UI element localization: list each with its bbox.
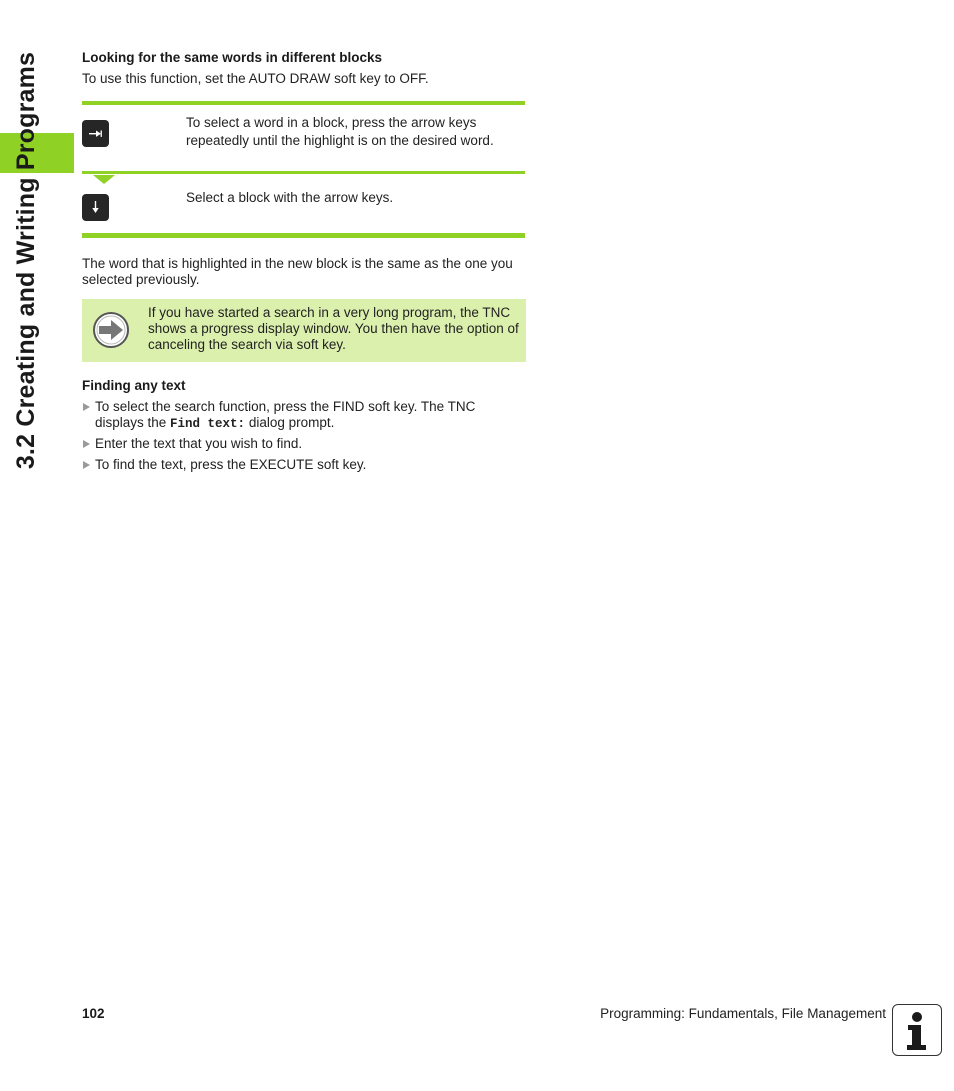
note-box xyxy=(82,299,526,362)
section-heading-same-words: Looking for the same words in different blocks xyxy=(82,50,383,65)
chapter-title-vertical xyxy=(0,0,54,520)
table-top-rule xyxy=(82,101,525,105)
bullet-text-part: To select the search function, press the FIND soft key. The TNC displays the xyxy=(95,399,476,430)
section-intro: To use this function, set the AUTO DRAW soft key to OFF. xyxy=(82,71,429,86)
step-text-select-word: To select a word in a block, press the arrow keys repeatedly until the highlight is on the desired word. xyxy=(186,115,494,148)
section-heading-finding-text: Finding any text xyxy=(82,378,186,393)
list-item xyxy=(82,457,526,473)
chapter-title: 3.2 Creating and Writing Programs xyxy=(12,51,41,469)
table-bottom-rule xyxy=(82,233,525,238)
arrow-note-icon xyxy=(92,311,130,354)
bullet-triangle-icon xyxy=(83,440,90,448)
page-number: 102 xyxy=(82,1006,105,1021)
section-after-text: The word that is highlighted in the new block is the same as the one you selected previously. xyxy=(82,256,513,287)
arrow-right-key-icon xyxy=(82,120,109,147)
list-item xyxy=(82,399,526,432)
table-row-rule xyxy=(82,171,525,174)
list-item xyxy=(82,436,526,452)
bullet-triangle-icon xyxy=(83,461,90,469)
footer-title: Programming: Fundamentals, File Management xyxy=(600,1006,886,1021)
bullet-text: To find the text, press the EXECUTE soft key. xyxy=(95,457,367,472)
step-text-select-block: Select a block with the arrow keys. xyxy=(186,190,394,205)
row-divider-notch xyxy=(93,175,115,184)
arrow-down-key-icon xyxy=(82,194,109,221)
bullet-triangle-icon xyxy=(83,403,90,411)
dialog-prompt-code: Find text: xyxy=(170,417,246,431)
bullet-text-part: dialog prompt. xyxy=(245,415,335,430)
bullet-text: Enter the text that you wish to find. xyxy=(95,436,303,451)
info-icon xyxy=(892,1004,942,1056)
note-text: If you have started a search in a very long program, the TNC shows a progress display window. You then have the option of canceling the search via soft key. xyxy=(148,305,519,352)
